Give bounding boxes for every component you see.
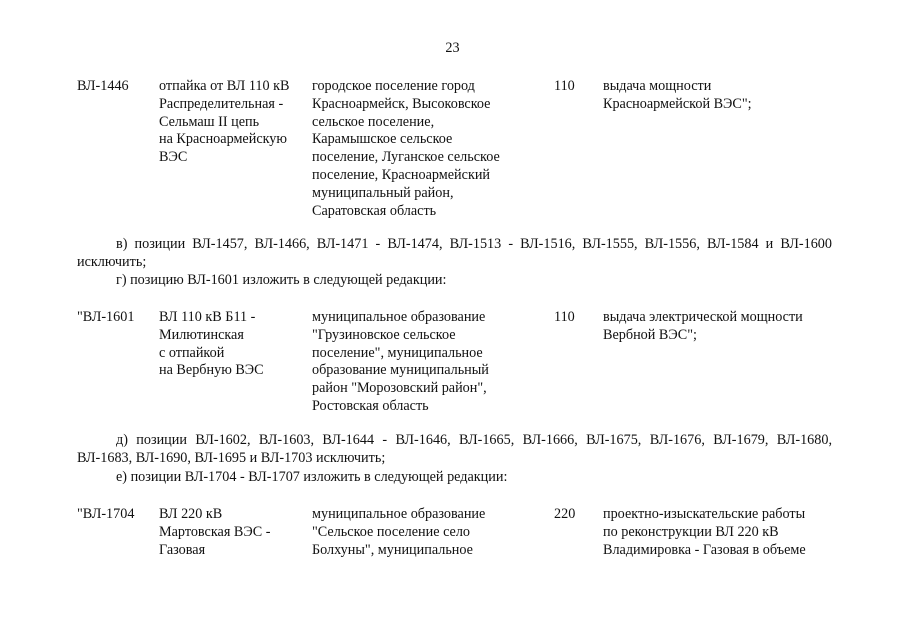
- line-location: муниципальное образование "Грузиновское сельское поселение", муниципальное образование муниципальный район "Морозовский район", Ростовская область: [312, 309, 489, 414]
- paragraph-g: г) позицию ВЛ-1601 изложить в следующей редакции:: [116, 272, 447, 288]
- paragraph-d: д) позиции ВЛ-1602, ВЛ-1603, ВЛ-1644 - ВЛ-1646, ВЛ-1665, ВЛ-1666, ВЛ-1675, ВЛ-1676, ВЛ-1679, ВЛ-1680, ВЛ-1683, ВЛ-1690, ВЛ-1695 и ВЛ-1703 исключить;: [77, 432, 832, 466]
- line-purpose: выдача электрической мощности Вербной ВЭС";: [603, 309, 803, 343]
- line-code: "ВЛ-1601: [77, 309, 135, 325]
- paragraph-e: е) позиции ВЛ-1704 - ВЛ-1707 изложить в следующей редакции:: [116, 469, 508, 485]
- line-voltage: 110: [554, 78, 575, 94]
- line-code: "ВЛ-1704: [77, 506, 135, 522]
- line-voltage: 110: [554, 309, 575, 325]
- paragraph-v: в) позиции ВЛ-1457, ВЛ-1466, ВЛ-1471 - ВЛ-1474, ВЛ-1513 - ВЛ-1516, ВЛ-1555, ВЛ-1556, ВЛ-1584 и ВЛ-1600 исключить;: [77, 236, 832, 270]
- line-purpose: проектно-изыскательские работы по реконструкции ВЛ 220 кВ Владимировка - Газовая в объеме: [603, 506, 806, 558]
- line-voltage: 220: [554, 506, 576, 522]
- page-number: 23: [445, 40, 460, 56]
- line-name: ВЛ 220 кВ Мартовская ВЭС - Газовая: [159, 506, 271, 558]
- line-location: городское поселение город Красноармейск, Высоковское сельское поселение, Карамышское сельское поселение, Луганское сельское поселение, Красноармейский муниципальный район, Саратовская область: [312, 78, 500, 219]
- line-name: ВЛ 110 кВ Б11 - Милютинская с отпайкой на Вербную ВЭС: [159, 309, 264, 379]
- line-location: муниципальное образование "Сельское поселение село Болхуны", муниципальное: [312, 506, 486, 558]
- line-purpose: выдача мощности Красноармейской ВЭС";: [603, 78, 752, 112]
- line-code: ВЛ-1446: [77, 78, 129, 94]
- line-name: отпайка от ВЛ 110 кВ Распределительная - Сельмаш II цепь на Красноармейскую ВЭС: [159, 78, 290, 166]
